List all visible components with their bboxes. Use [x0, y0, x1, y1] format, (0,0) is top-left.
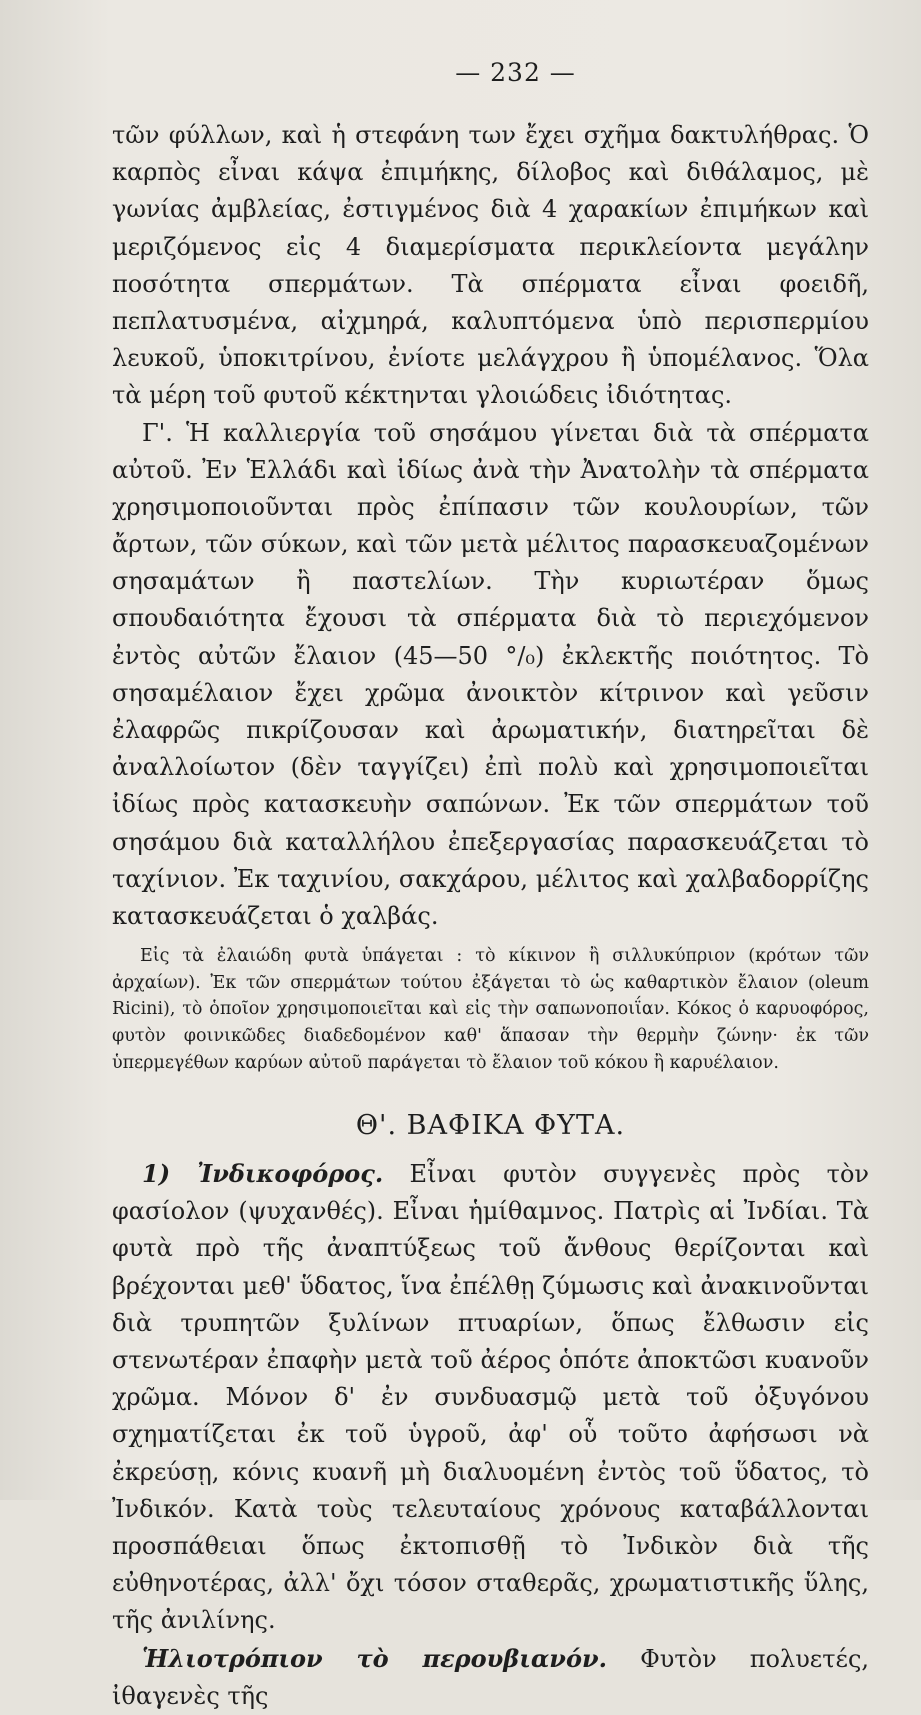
plant-entry [112, 1640, 869, 1715]
footnote-text: Εἰς τὰ ἐλαιώδη φυτὰ ὑπάγεται : τὸ κίκινον ἢ σιλλυκύπριον (κρότων τῶν ἀρχαίων). Ἐκ τῶν σπερμάτων τούτου ἐξάγεται τὸ ὡς καθαρτικὸν ἔλαιον (oleum Ricini), τὸ ὁποῖον χρησιμοποιεῖται καὶ εἰς τὴν σαπωνοποιΐαν. Κόκος ὁ καρυοφόρος, φυτὸν φοινικῶδες διαδεδομένον καθ' ἅπασαν τὴν θερμὴν ζώνην· ἐκ τῶν ὑπερμεγέθων καρύων αὐτοῦ παράγεται τὸ ἔλαιον τοῦ κόκου ἢ καρυέλαιον. [112, 946, 869, 1073]
paragraph: Γ'. Ἡ καλλιεργία τοῦ σησάμου γίνεται διὰ τὰ σπέρματα αὐτοῦ. Ἐν Ἑλλάδι καὶ ἰδίως ἀνὰ τὴν Ἀνατολὴν τὰ σπέρματα χρησιμοποιοῦνται πρὸς ἐπίπασιν τῶν κουλουρίων, τῶν ἄρτων, τῶν σύκων, καὶ τῶν μετὰ μέλιτος παρασκευαζομένων σησαμάτων ἢ παστελίων. Τὴν κυριωτέραν ὅμως σπουδαιότητα ἔχουσι τὰ σπέρματα διὰ τὸ περιεχόμενον ἐντὸς αὐτῶν ἔλαιον (45—50 °/₀) ἐκλεκτῆς ποιότητος. Τὸ σησαμέλαιον ἔχει χρῶμα ἀνοικτὸν κίτρινον καὶ γεῦσιν ἐλαφρῶς πικρίζουσαν καὶ ἀρωματικήν, διατηρεῖται δὲ ἀναλλοίωτον (δὲν ταγγίζει) ἐπὶ πολὺ καὶ χρησιμοποιεῖται ἰδίως πρὸς κατασκευὴν σαπώνων. Ἐκ τῶν σπερμάτων τοῦ σησάμου διὰ καταλλήλου ἐπεξεργασίας παρασκευάζεται τὸ ταχίνιον. Ἐκ ταχινίου, σακχάρου, μέλιτος καὶ χαλβαδορρίζης κατασκευάζεται ὁ χαλβάς. [112, 418, 869, 930]
main-text [112, 117, 869, 935]
footnote [112, 943, 869, 1076]
plant-entries [112, 1155, 869, 1715]
plant-description: Εἶναι φυτὸν συγγενὲς πρὸς τὸν φασίολον (ψυχανθές). Εἶναι ἡμίθαμνος. Πατρὶς αἱ Ἰνδίαι. Τὰ φυτὰ πρὸ τῆς ἀναπτύξεως τοῦ ἄνθους θερίζονται καὶ βρέχονται μεθ' ὕδατος, ἵνα ἐπέλθῃ ζύμωσις καὶ ἀνακινοῦνται διὰ τρυπητῶν ξυλίνων πτυαρίων, ὅπως ἔλθωσιν εἰς στενωτέραν ἐπαφὴν μετὰ τοῦ ἀέρος ὁπότε ἀποκτῶσι κυανοῦν χρῶμα. Μόνον δ' ἐν συνδυασμῷ μετὰ τοῦ ὀξυγόνου σχηματίζεται ἐκ τοῦ ὑγροῦ, ἀφ' οὗ τοῦτο ἀφήσωσι νὰ ἐκρεύσῃ, κόνις κυανῆ μὴ διαλυομένη ἐντὸς τοῦ ὕδατος, τὸ Ἰνδικόν. Κατὰ τοὺς τελευταίους χρόνους καταβάλλονται προσπάθειαι ὅπως ἐκτοπισθῇ τὸ Ἰνδικὸν διὰ τῆς εὐθηνοτέρας, ἀλλ' ὄχι τόσον σταθερᾶς, χρωματιστικῆς ὕλης, τῆς ἀνιλίνης. [112, 1160, 869, 1635]
plant-description: Φυτὸν πολυετές, ἰθαγενὲς τῆς [112, 1644, 870, 1710]
plant-name: Ἡλιοτρόπιον τὸ περουβιανόν. [142, 1643, 607, 1673]
section-heading: Θ'. ΒΑΦΙΚΑ ΦΥΤΑ. [355, 1110, 626, 1142]
plant-entry [112, 1155, 869, 1639]
page-number: — 232 — [455, 58, 576, 87]
plant-name: 1) Ἰνδικοφόρος. [142, 1159, 384, 1189]
paragraph: τῶν φύλλων, καὶ ἡ στεφάνη των ἔχει σχῆμα δακτυλήθρας. Ὁ καρπὸς εἶναι κάψα ἐπιμήκης, δίλοβος καὶ διθάλαμος, μὲ γωνίας ἀμβλείας, ἐστιγμένος διὰ 4 χαρακίων ἐπιμήκων καὶ μεριζόμενος εἰς 4 διαμερίσματα περικλείοντα μεγάλην ποσότητα σπερμάτων. Τὰ σπέρματα εἶναι φοειδῆ, πεπλατυσμένα, αἰχμηρά, καλυπτόμενα ὑπὸ περισπερμίου λευκοῦ, ὑποκιτρίνου, ἐνίοτε μελάγχρου ἢ ὑπομέλανος. Ὅλα τὰ μέρη τοῦ φυτοῦ κέκτηνται γλοιώδεις ἰδιότητας. [112, 121, 869, 410]
